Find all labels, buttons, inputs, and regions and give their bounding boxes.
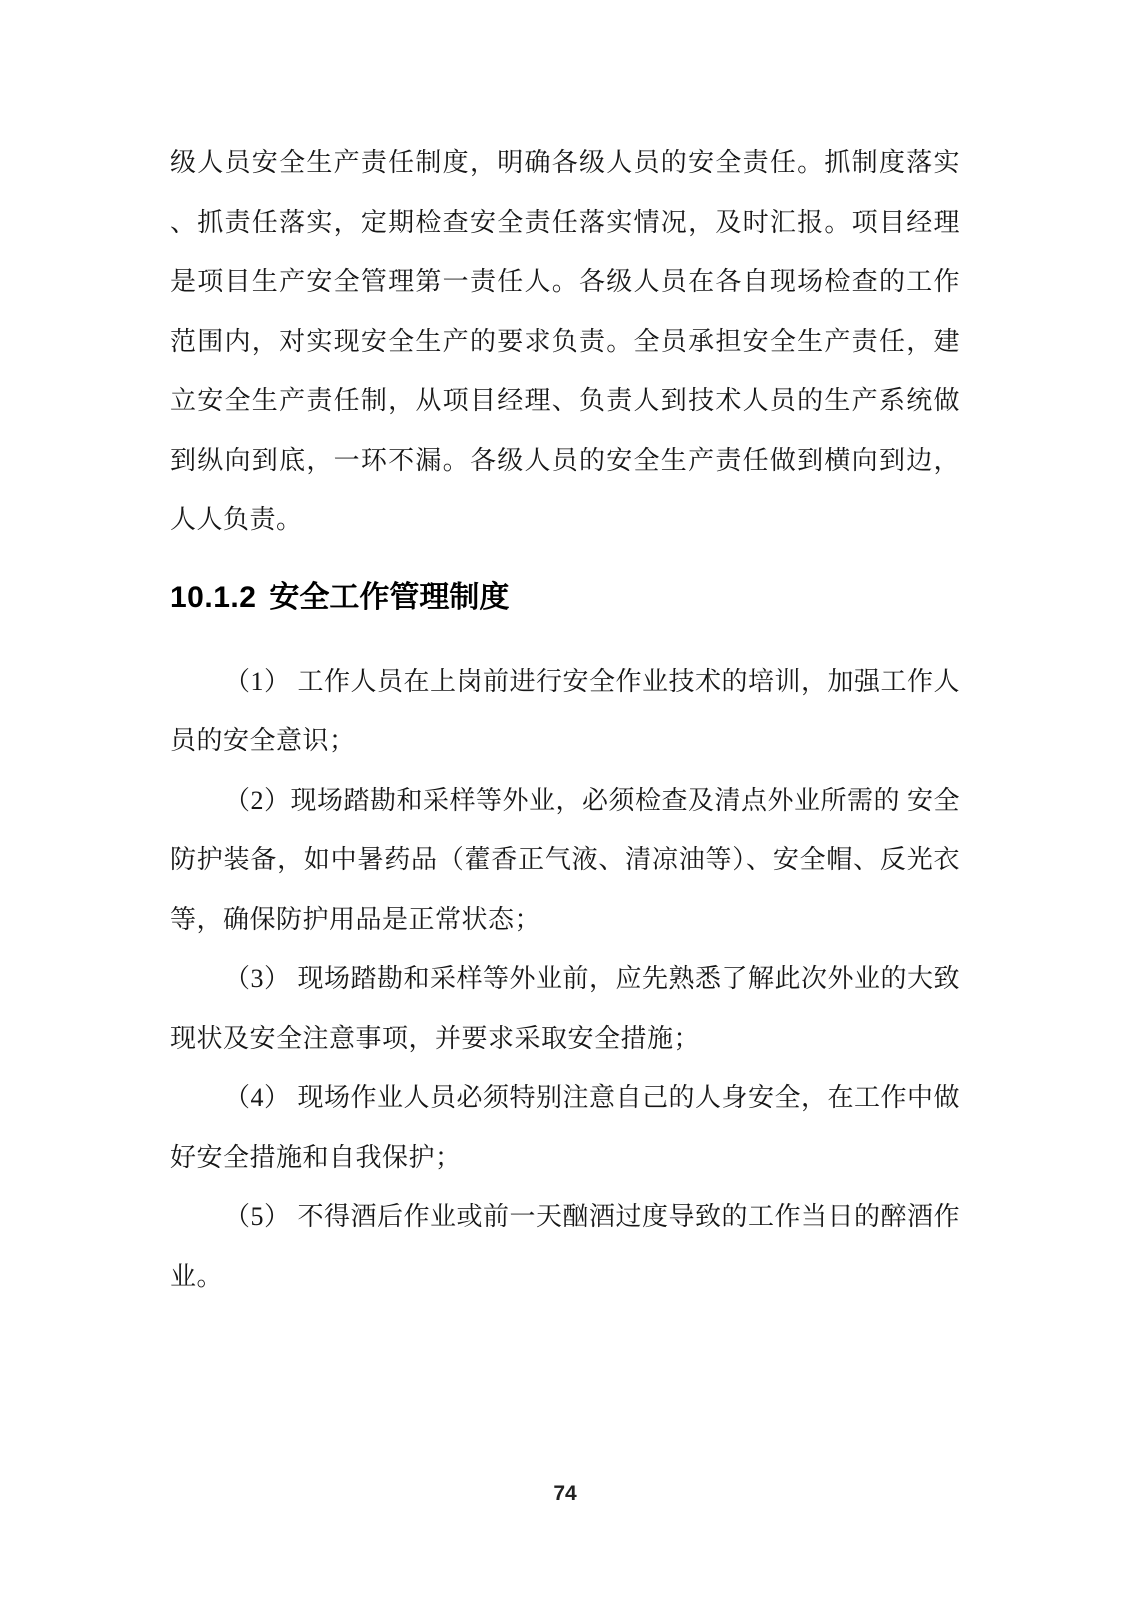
paragraph-intro: [170, 133, 960, 550]
text-line: 员的安全意识；: [170, 726, 356, 755]
text-line: 是项目生产安全管理第一责任人。各级人员在各自现场检查的工作: [170, 267, 960, 296]
text-line: （5） 不得酒后作业或前一天酗酒过度导致的工作当日的醉酒作: [224, 1202, 961, 1231]
section-heading: [170, 578, 960, 618]
text-line: 现状及安全注意事项，并要求采取安全措施；: [170, 1023, 701, 1053]
section-heading-number: 10.1.2: [170, 580, 257, 614]
text-line: 好安全措施和自我保护；: [170, 1142, 462, 1172]
list-item-1: [170, 652, 960, 771]
list-item-3: [170, 949, 960, 1068]
text-line: 范围内，对实现安全生产的要求负责。全员承担安全生产责任，建: [170, 326, 960, 356]
text-line: 立安全生产责任制，从项目经理、负责人到技术人员的生产系统做: [170, 386, 960, 415]
text-line: （4） 现场作业人员必须特别注意自己的人身安全，在工作中做: [224, 1083, 961, 1112]
text-line: 到纵向到底，一环不漏。各级人员的安全生产责任做到横向到边，: [170, 445, 960, 475]
list-item-5: [170, 1187, 960, 1306]
text-line: 级人员安全生产责任制度，明确各级人员的安全责任。抓制度落实: [170, 148, 960, 177]
text-line: 防护装备，如中暑药品（藿香正气液、清凉油等）、安全帽、反光衣: [170, 845, 960, 874]
text-line: （3） 现场踏勘和采样等外业前，应先熟悉了解此次外业的大致: [224, 964, 961, 993]
text-line: 等，确保防护用品是正常状态；: [170, 904, 542, 934]
list-item-4: [170, 1068, 960, 1187]
text-block: [170, 133, 960, 1306]
list-item-2: [170, 771, 960, 950]
text-line: （1） 工作人员在上岗前进行安全作业技术的培训，加强工作人: [224, 666, 961, 696]
page-number: 74: [553, 1482, 577, 1505]
section-heading-title: 安全工作管理制度: [269, 580, 510, 614]
text-line: 业。: [170, 1261, 224, 1291]
text-line: 、抓责任落实，定期检查安全责任落实情况，及时汇报。项目经理: [170, 207, 960, 237]
text-line: 人人负责。: [170, 505, 303, 534]
text-line: （2）现场踏勘和采样等外业，必须检查及清点外业所需的 安全: [224, 785, 961, 815]
